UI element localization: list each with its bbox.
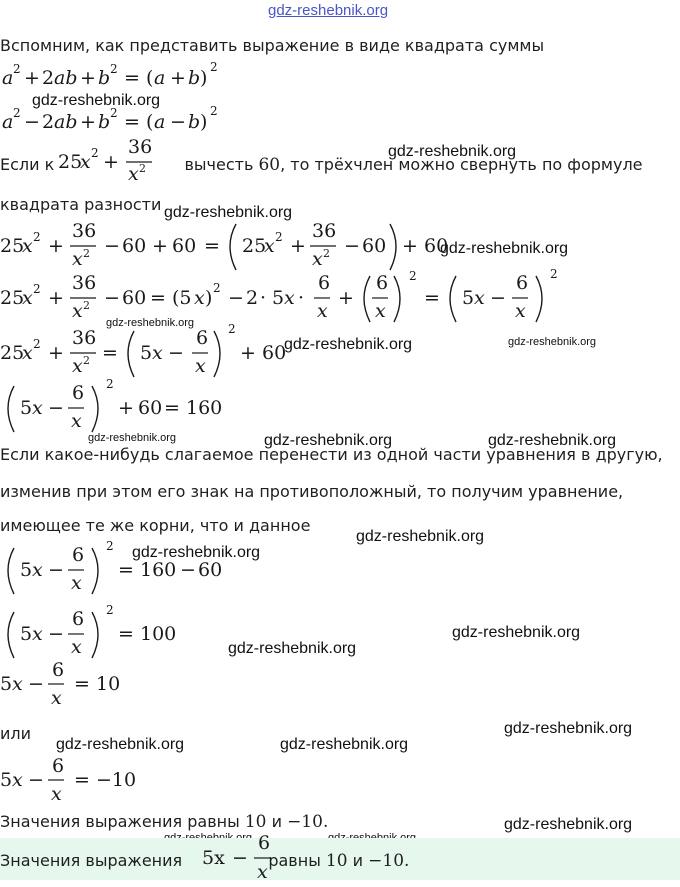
svg-text:60: 60 (122, 287, 147, 309)
svg-text:(: ( (146, 111, 154, 133)
svg-text:x: x (284, 287, 295, 309)
svg-text:6: 6 (72, 382, 85, 404)
svg-text:x: x (12, 769, 23, 791)
svg-text:−: − (344, 235, 360, 257)
svg-text:6: 6 (52, 659, 65, 681)
svg-text:+: + (80, 111, 96, 133)
if-prefix: Если к (0, 155, 55, 174)
svg-text:x: x (195, 355, 206, 377)
expr-denominator: x (257, 861, 268, 883)
watermark: gdz-reshebnik.org (388, 143, 517, 160)
svg-text:=: = (118, 559, 134, 581)
svg-text:−: − (28, 673, 44, 695)
watermark: gdz-reshebnik.org (504, 816, 633, 833)
watermark: gdz-reshebnik.org (356, 528, 485, 545)
svg-text:25: 25 (0, 342, 25, 364)
svg-text:60: 60 (424, 235, 449, 257)
svg-text:2: 2 (83, 299, 90, 312)
if-suffix: , то трёхчлен можно свернуть по формуле (280, 155, 643, 174)
svg-text:a: a (2, 111, 14, 133)
svg-text:−: − (180, 559, 196, 581)
svg-text:x: x (72, 300, 83, 322)
svg-text:10: 10 (96, 673, 121, 695)
and-word: и (271, 812, 282, 831)
answer-equal-word: равны (268, 851, 321, 870)
svg-text:2: 2 (33, 230, 41, 244)
svg-text:2: 2 (409, 269, 417, 283)
svg-text:2: 2 (42, 111, 55, 133)
svg-text:x: x (264, 235, 275, 257)
svg-text:=: = (124, 67, 140, 89)
svg-text:25: 25 (0, 235, 25, 257)
svg-text:·: · (260, 287, 267, 309)
svg-text:6: 6 (72, 544, 85, 566)
svg-text:x: x (317, 300, 328, 322)
svg-text:2: 2 (550, 267, 558, 281)
answer-box (0, 832, 680, 883)
intro-text: Вспомним, как представить выражение в виде квадрата суммы (0, 36, 545, 55)
answer-and-word: и (352, 851, 364, 870)
svg-text:(: ( (146, 67, 154, 89)
watermark: gdz-reshebnik.org (264, 432, 393, 449)
svg-text:x: x (128, 163, 139, 185)
svg-text:+: + (402, 235, 418, 257)
svg-text:36: 36 (72, 220, 97, 242)
svg-text:6: 6 (516, 272, 529, 294)
value-negative: −10. (287, 812, 329, 832)
svg-text:25: 25 (58, 151, 83, 173)
svg-text:2: 2 (139, 162, 146, 175)
svg-text:+: + (48, 235, 64, 257)
svg-text:2: 2 (210, 60, 218, 74)
svg-text:): ) (200, 67, 208, 89)
svg-text:25: 25 (0, 287, 25, 309)
sixty-value: 60 (258, 155, 281, 175)
watermark: gdz-reshebnik.org (440, 240, 569, 257)
svg-text:(5: (5 (172, 287, 192, 309)
svg-text:=: = (74, 673, 90, 695)
svg-text:=: = (150, 287, 166, 309)
svg-text:b: b (98, 67, 111, 89)
svg-text:60: 60 (362, 235, 387, 257)
watermark: gdz-reshebnik.org (106, 317, 195, 329)
svg-text:+: + (48, 287, 64, 309)
svg-text:5: 5 (20, 623, 33, 645)
svg-text:2: 2 (106, 377, 114, 391)
svg-text:=: = (118, 623, 134, 645)
svg-text:2: 2 (110, 62, 118, 76)
svg-text:x: x (32, 623, 43, 645)
svg-text:2: 2 (83, 247, 90, 260)
svg-text:−: − (48, 623, 64, 645)
value-positive: 10 (244, 812, 267, 832)
svg-text:2: 2 (91, 146, 99, 160)
watermark: gdz-reshebnik.org (228, 640, 357, 657)
svg-text:): ) (200, 111, 208, 133)
svg-text:a: a (154, 67, 166, 89)
watermark: gdz-reshebnik.org (504, 720, 633, 737)
svg-text:2: 2 (106, 539, 114, 553)
svg-text:25: 25 (242, 235, 267, 257)
svg-text:+: + (290, 235, 306, 257)
svg-text:−: − (228, 287, 244, 309)
svg-text:x: x (22, 287, 33, 309)
watermark: gdz-reshebnik.org (164, 204, 293, 221)
svg-text:2: 2 (106, 603, 114, 617)
svg-text:=: = (74, 769, 90, 791)
svg-text:x: x (32, 559, 43, 581)
svg-text:x: x (80, 151, 91, 173)
svg-text:+: + (103, 151, 119, 173)
expr-5x: 5x (202, 847, 225, 869)
svg-text:−: − (168, 342, 184, 364)
watermark: gdz-reshebnik.org (452, 624, 581, 641)
svg-text:2: 2 (210, 104, 218, 118)
svg-text:6: 6 (318, 272, 331, 294)
svg-text:36: 36 (128, 136, 153, 158)
svg-text:−: − (48, 559, 64, 581)
svg-text:x: x (375, 300, 386, 322)
watermark-top-link[interactable]: gdz-reshebnik.org (268, 2, 389, 19)
svg-text:=: = (424, 287, 440, 309)
svg-text:5: 5 (20, 397, 33, 419)
svg-text:−10: −10 (96, 769, 137, 791)
answer-value-positive: 10 (325, 851, 348, 871)
watermark: gdz-reshebnik.org (88, 432, 177, 444)
equation-move (0, 540, 230, 609)
svg-text:·: · (298, 287, 305, 309)
svg-text:2: 2 (13, 62, 21, 76)
svg-text:160: 160 (140, 559, 177, 581)
svg-text:100: 100 (140, 623, 177, 645)
svg-text:x: x (71, 572, 82, 594)
equation-positive (0, 660, 140, 719)
rule-line-3: имеющее те же корни, что и данное (0, 516, 311, 535)
svg-text:=: = (204, 235, 220, 257)
svg-text:2: 2 (33, 337, 41, 351)
formula-sum-square (0, 60, 240, 101)
svg-text:2: 2 (110, 106, 118, 120)
svg-text:36: 36 (72, 272, 97, 294)
svg-text:36: 36 (312, 220, 337, 242)
svg-text:=: = (164, 397, 180, 419)
svg-text:+: + (240, 342, 256, 364)
svg-text:60: 60 (138, 397, 163, 419)
svg-text:2: 2 (228, 322, 236, 336)
watermark: gdz-reshebnik.org (284, 336, 413, 353)
watermark: gdz-reshebnik.org (508, 336, 597, 348)
svg-text:2: 2 (275, 230, 283, 244)
svg-text:6: 6 (52, 755, 65, 777)
svg-text:2: 2 (33, 282, 41, 296)
svg-text:2: 2 (13, 106, 21, 120)
svg-text:2: 2 (323, 247, 330, 260)
watermark: gdz-reshebnik.org (132, 544, 261, 561)
svg-text:2: 2 (42, 67, 55, 89)
svg-text:−: − (104, 287, 120, 309)
svg-text:5: 5 (272, 287, 285, 309)
svg-text:5: 5 (140, 342, 153, 364)
svg-text:−: − (24, 111, 40, 133)
svg-text:b: b (188, 111, 201, 133)
svg-text:−: − (28, 769, 44, 791)
svg-text:+: + (24, 67, 40, 89)
svg-text:x: x (12, 673, 23, 695)
watermark: gdz-reshebnik.org (280, 736, 409, 753)
svg-text:x: x (71, 636, 82, 658)
svg-text:5: 5 (0, 673, 13, 695)
svg-text:60: 60 (122, 235, 147, 257)
watermark: gdz-reshebnik.org (32, 92, 161, 109)
svg-text:b: b (98, 111, 111, 133)
svg-text:−: − (232, 847, 248, 869)
svg-text:x: x (32, 397, 43, 419)
svg-text:+: + (80, 67, 96, 89)
answer-prefix: Значения выражения (0, 851, 183, 870)
svg-text:5: 5 (20, 559, 33, 581)
svg-text:60: 60 (198, 559, 223, 581)
svg-text:−: − (490, 287, 506, 309)
subtract-word: вычесть (184, 155, 254, 174)
answer-expression (200, 832, 276, 887)
svg-text:36: 36 (72, 327, 97, 349)
svg-text:5: 5 (0, 769, 13, 791)
svg-text:−: − (170, 111, 186, 133)
svg-text:+: + (48, 342, 64, 364)
svg-text:160: 160 (186, 397, 223, 419)
watermark: gdz-reshebnik.org (488, 432, 617, 449)
svg-text:ab: ab (54, 111, 78, 133)
svg-text:2: 2 (213, 281, 221, 295)
svg-text:2: 2 (246, 287, 259, 309)
svg-text:x: x (474, 287, 485, 309)
svg-text:60: 60 (262, 342, 287, 364)
svg-text:x: x (51, 783, 62, 805)
svg-text:=: = (124, 111, 140, 133)
svg-text:60: 60 (172, 235, 197, 257)
svg-text:x: x (72, 248, 83, 270)
svg-text:5: 5 (462, 287, 475, 309)
svg-text:x: x (194, 287, 205, 309)
svg-text:2: 2 (83, 354, 90, 367)
svg-text:x: x (515, 300, 526, 322)
svg-text:x: x (152, 342, 163, 364)
svg-text:6: 6 (376, 272, 389, 294)
rule-line-2: изменив при этом его знак на противоположный, то получим уравнение, (0, 482, 624, 501)
diff-square-caption: квадрата разности (0, 195, 162, 214)
watermark: gdz-reshebnik.org (56, 736, 185, 753)
values-prefix: Значения выражения равны (0, 812, 240, 831)
svg-text:x: x (312, 248, 323, 270)
svg-text:−: − (104, 235, 120, 257)
svg-text:x: x (22, 342, 33, 364)
svg-text:+: + (152, 235, 168, 257)
svg-text:x: x (22, 235, 33, 257)
svg-text:−: − (48, 397, 64, 419)
values-line (0, 812, 328, 832)
rule-line-1: Если какое-нибудь слагаемое перенести из одной части уравнения в другую, (0, 445, 663, 464)
answer-value-negative: −10. (368, 851, 410, 871)
svg-text:x: x (72, 355, 83, 377)
svg-text:ab: ab (54, 67, 78, 89)
or-word: или (0, 724, 32, 743)
svg-text:=: = (102, 342, 118, 364)
svg-text:+: + (170, 67, 186, 89)
svg-text:+: + (338, 287, 354, 309)
svg-text:a: a (154, 111, 166, 133)
svg-text:b: b (188, 67, 201, 89)
svg-text:x: x (51, 687, 62, 709)
formula-trinomial-inline (56, 136, 156, 191)
equation-160 (0, 378, 230, 447)
svg-text:): ) (205, 287, 213, 309)
svg-text:a: a (2, 67, 14, 89)
svg-text:+: + (118, 397, 134, 419)
expr-numerator: 6 (258, 832, 271, 854)
svg-text:6: 6 (72, 608, 85, 630)
svg-text:6: 6 (196, 327, 209, 349)
equation-negative (0, 756, 150, 815)
svg-text:x: x (71, 410, 82, 432)
